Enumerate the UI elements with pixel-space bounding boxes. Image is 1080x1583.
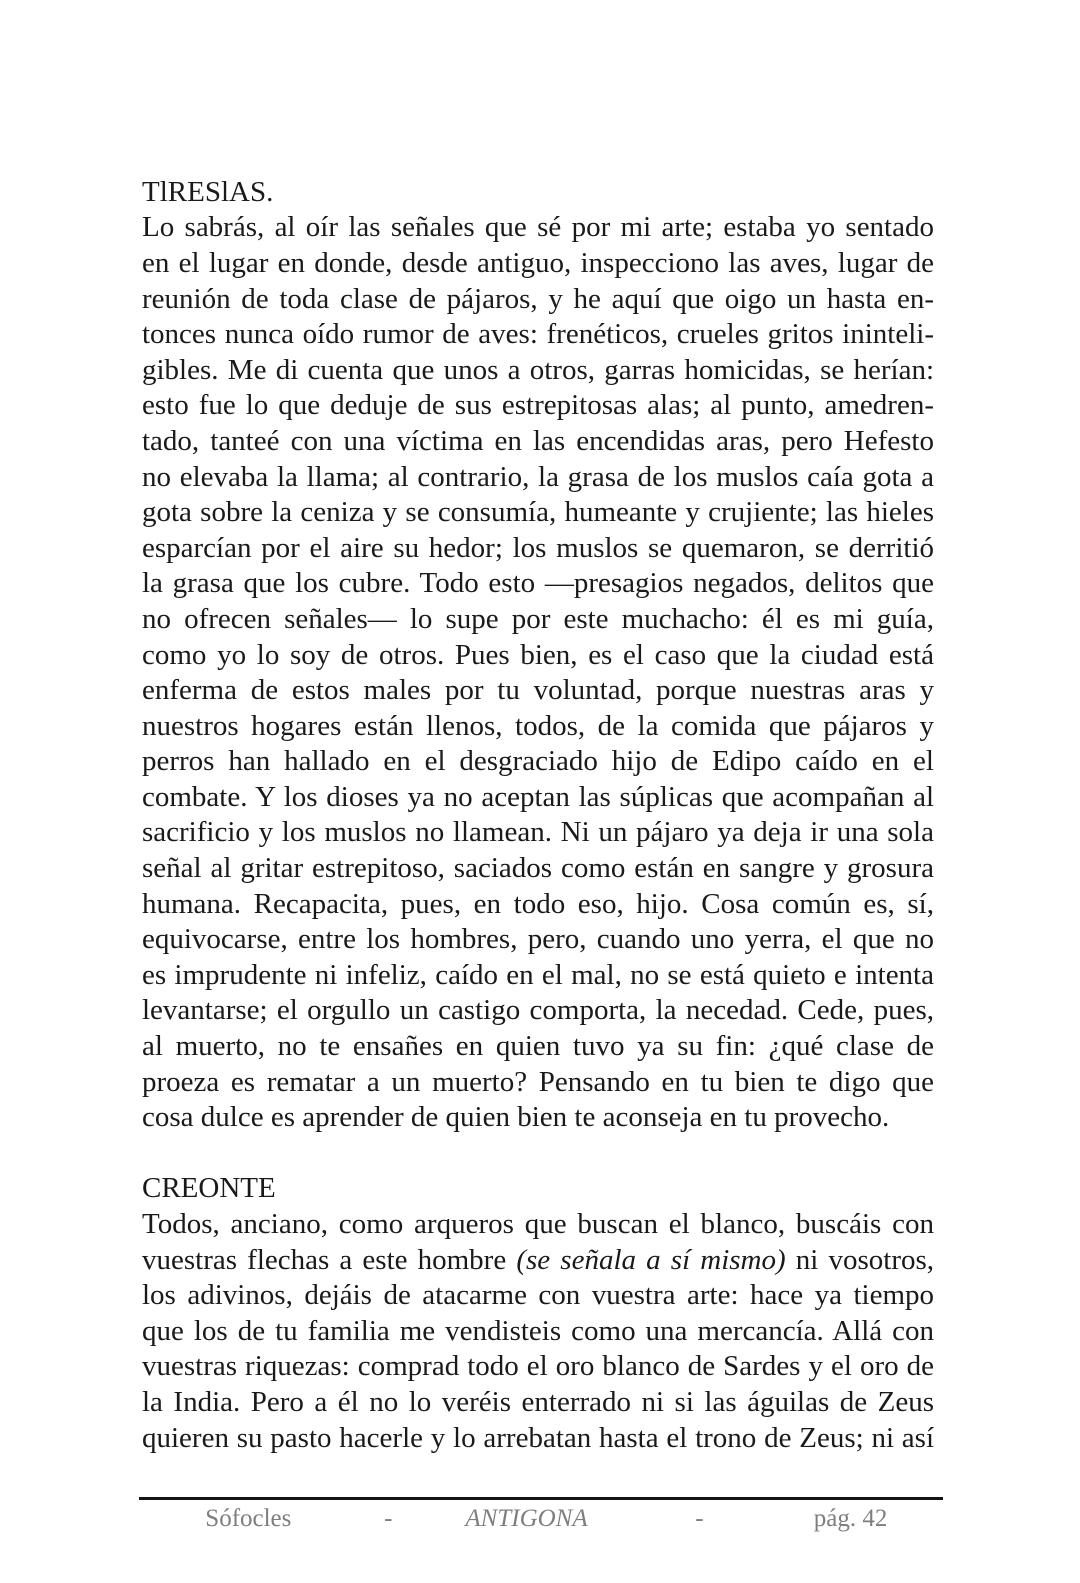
text-line	[142, 815, 934, 851]
speaker-name-tiresias: TlRESlAS.	[142, 175, 274, 208]
text-line	[142, 638, 934, 674]
page-content	[142, 175, 934, 1456]
text-segment: (se señala a sí mismo)	[516, 1243, 786, 1276]
text-segment: reunión de toda clase de pájaros, y he aquí que oigo un hasta en-	[142, 282, 934, 315]
speech-paragraph	[142, 1207, 934, 1456]
footer-page-number: pág. 42	[813, 1505, 888, 1532]
text-segment: es imprudente ni infeliz, caído en el mal, no se está quieto e intenta	[142, 958, 934, 991]
text-line	[142, 282, 934, 318]
text-segment: al muerto, no te ensañes en quien tuvo ya su fin: ¿qué clase de	[142, 1030, 934, 1063]
text-segment: en el lugar en donde, desde antiguo, inspecciono las aves, lugar de	[142, 246, 934, 279]
speech-creonte	[142, 1171, 934, 1456]
text-segment: que los de tu familia me vendisteis como una mercancía. Allá con	[142, 1314, 934, 1347]
text-line	[142, 1278, 934, 1314]
text-segment: esparcían por el aire su hedor; los muslos se quemaron, se derritió	[142, 531, 934, 564]
text-segment: levantarse; el orgullo un castigo comporta, la necedad. Cede, pues,	[142, 994, 934, 1027]
text-segment: gibles. Me di cuenta que unos a otros, garras homicidas, se herían:	[142, 353, 934, 386]
text-segment: gota sobre la ceniza y se consumía, humeante y crujiente; las hieles	[142, 496, 934, 529]
text-line	[142, 887, 934, 923]
text-line	[142, 246, 934, 282]
text-line	[142, 1314, 934, 1350]
footer-author: Sófocles	[205, 1505, 292, 1532]
text-segment: nuestros hogares están llenos, todos, de la comida que pájaros y	[142, 709, 934, 742]
text-line	[142, 566, 934, 602]
text-line	[142, 460, 934, 496]
footer-separator-1: -	[384, 1505, 393, 1532]
text-segment: señal al gritar estrepitoso, saciados como están en sangre y grosura	[142, 852, 934, 885]
text-line	[142, 1421, 934, 1457]
text-segment: no ofrecen señales— lo supe por este muchacho: él es mi guía,	[142, 602, 934, 635]
text-segment: humana. Recapacita, pues, en todo eso, hijo. Cosa común es, sí,	[142, 887, 934, 920]
text-segment: vuestras flechas a este hombre	[142, 1243, 517, 1276]
text-line	[142, 958, 934, 994]
text-line	[142, 922, 934, 958]
text-segment: Lo sabrás, al oír las señales que sé por mi arte; estaba yo sentado	[142, 211, 934, 244]
text-segment: quieren su pasto hacerle y lo arrebatan hasta el trono de Zeus; ni así	[142, 1421, 934, 1454]
footer-book-title: ANTIGONA	[465, 1505, 588, 1532]
text-line	[142, 1029, 934, 1065]
text-segment: enferma de estos males por tu voluntad, porque nuestras aras y	[142, 674, 934, 707]
speech-paragraph	[142, 210, 934, 1135]
text-segment: Todos, anciano, como arqueros que buscan el blanco, buscáis con	[142, 1208, 934, 1241]
speaker-name-creonte: CREONTE	[142, 1172, 276, 1205]
text-segment: equivocarse, entre los hombres, pero, cuando uno yerra, el que no	[142, 923, 934, 956]
text-line	[142, 424, 934, 460]
text-line	[142, 709, 934, 745]
text-segment: la grasa que los cubre. Todo esto —presagios negados, delitos que	[142, 567, 934, 600]
text-segment: perros han hallado en el desgraciado hijo de Edipo caído en el	[142, 745, 934, 778]
text-line	[142, 317, 934, 353]
text-line	[142, 1100, 934, 1136]
text-segment: proeza es rematar a un muerto? Pensando en tu bien te digo que	[142, 1065, 934, 1098]
text-segment: tonces nunca oído rumor de aves: frenéticos, crueles gritos ininteli-	[142, 318, 934, 351]
text-line	[142, 851, 934, 887]
text-segment: sacrificio y los muslos no llamean. Ni un pájaro ya deja ir una sola	[142, 816, 934, 849]
text-segment: no elevaba la llama; al contrario, la grasa de los muslos caía gota a	[142, 460, 934, 493]
text-segment: cosa dulce es aprender de quien bien te aconseja en tu provecho.	[142, 1101, 890, 1134]
text-line	[142, 673, 934, 709]
footer-separator-2: -	[695, 1505, 704, 1532]
text-line	[142, 531, 934, 567]
text-segment: vuestras riquezas: comprad todo el oro blanco de Sardes y el oro de	[142, 1350, 934, 1383]
text-line	[142, 602, 934, 638]
text-segment: como yo lo soy de otros. Pues bien, es el caso que la ciudad está	[142, 638, 934, 671]
text-line	[142, 353, 934, 389]
text-line	[142, 210, 934, 246]
text-line	[142, 993, 934, 1029]
text-line	[142, 1243, 934, 1279]
text-segment: combate. Y los dioses ya no aceptan las súplicas que acompañan al	[142, 780, 934, 813]
text-segment: ni vosotros,	[785, 1243, 935, 1276]
text-line	[142, 1207, 934, 1243]
text-segment: tado, tanteé con una víctima en las encendidas aras, pero Hefesto	[142, 424, 934, 457]
text-line	[142, 495, 934, 531]
text-segment: esto fue lo que deduje de sus estrepitosas alas; al punto, amedren-	[142, 389, 934, 422]
text-segment: la India. Pero a él no lo veréis enterrado ni si las águilas de Zeus	[142, 1385, 934, 1418]
footer-row	[139, 1504, 943, 1536]
footer-rule	[139, 1497, 943, 1500]
text-line	[142, 388, 934, 424]
text-segment: los adivinos, dejáis de atacarme con vuestra arte: hace ya tiempo	[142, 1279, 934, 1312]
text-line	[142, 1385, 934, 1421]
speech-tiresias	[142, 175, 934, 1136]
text-line	[142, 1349, 934, 1385]
text-line	[142, 744, 934, 780]
text-line	[142, 780, 934, 816]
text-line	[142, 1065, 934, 1101]
